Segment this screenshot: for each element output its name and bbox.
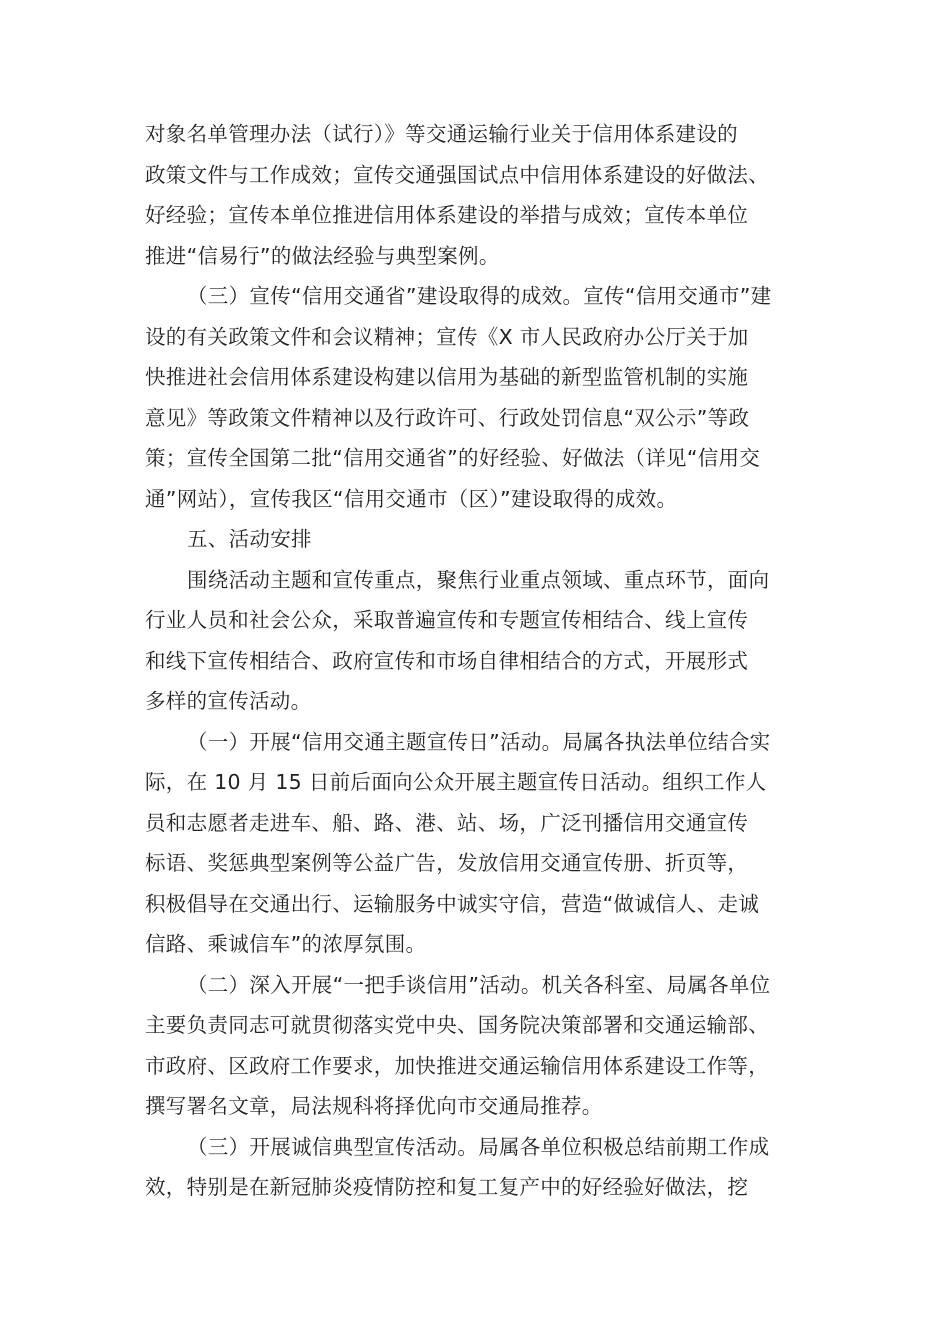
text-line: 多样的宣传活动。 [145,689,312,713]
text-line: 五、活动安排 [187,527,312,551]
text-line: （一）开展“信用交通主题宣传日”活动。局属各执法单位结合实 [187,729,771,754]
text-line: 员和志愿者走进车、船、路、港、站、场，广泛刊播信用交通宣传 [145,810,749,835]
text-line: 策；宣传全国第二批“信用交通省”的好经验、好做法（详见“信用交 [145,446,761,470]
text-line: 市政府、区政府工作要求，加快推进交通运输信用体系建设工作等， [145,1053,769,1078]
text-line: 围绕活动主题和宣传重点，聚焦行业重点领域、重点环节，面向 [187,567,770,592]
text-line: 和线下宣传相结合、政府宣传和市场自律相结合的方式，开展形式 [145,648,749,673]
text-line: 意见》等政策文件精神以及行政许可、行政处罚信息“双公示”等政 [145,405,750,430]
text-line: 好经验；宣传本单位推进信用体系建设的举措与成效；宣传本单位 [145,203,749,227]
text-line: 积极倡导在交通出行、运输服务中诚实守信，营造“做诚信人、走诚 [145,891,760,916]
text-line: 对象名单管理办法（试行）》等交通运输行业关于信用体系建设的 [145,122,738,146]
text-line: 设的有关政策文件和会议精神；宣传《X 市人民政府办公厅关于加 [145,324,749,349]
text-line: 际，在 10 月 15 日前后面向公众开展主题宣传日活动。组织工作人 [145,770,767,794]
text-line: （三）开展诚信典型宣传活动。局属各单位积极总结前期工作成 [187,1134,770,1159]
text-line: 推进“信易行”的做法经验与典型案例。 [145,243,500,268]
document-body [145,114,815,1208]
text-line: 政策文件与工作成效；宣传交通强国试点中信用体系建设的好做法、 [145,162,769,187]
text-line: 主要负责同志可就贯彻落实党中央、国务院决策部署和交通运输部、 [145,1013,769,1037]
text-line: 通”网站），宣传我区“信用交通市（区）”建设取得的成效。 [145,486,678,511]
text-line: 撰写署名文章，局法规科将择优向市交通局推荐。 [145,1094,603,1118]
text-line: 行业人员和社会公众，采取普遍宣传和专题宣传相结合、线上宣传 [145,608,749,632]
text-line: 效，特别是在新冠肺炎疫情防控和复工复产中的好经验好做法，挖 [145,1175,749,1199]
text-line: 快推进社会信用体系建设构建以信用为基础的新型监管机制的实施 [145,365,749,389]
text-line: （三）宣传“信用交通省”建设取得的成效。宣传“信用交通市”建 [187,284,772,308]
text-line: 信路、乘诚信车”的浓厚氛围。 [145,932,427,956]
text-line: （二）深入开展“一把手谈信用”活动。机关各科室、局属各单位 [187,972,771,997]
text-line: 标语、奖惩典型案例等公益广告，发放信用交通宣传册、折页等， [145,851,749,875]
